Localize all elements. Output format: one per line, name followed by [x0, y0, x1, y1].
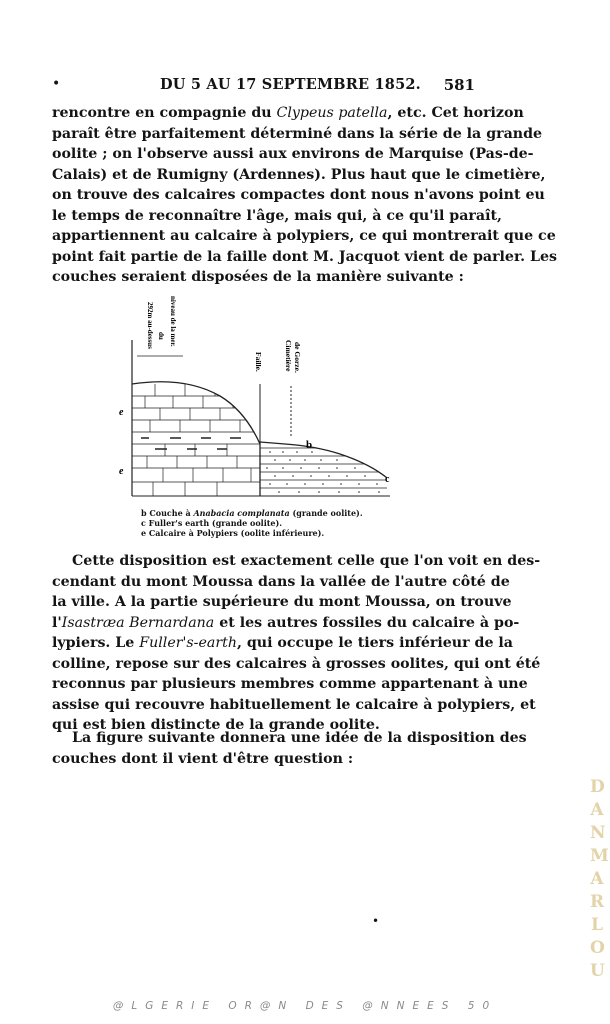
- letter-e-lower: e: [119, 466, 124, 477]
- upper-surface-profile: [132, 382, 260, 444]
- paragraph-3: [52, 728, 527, 769]
- text-line: lypiers. Le Fuller's-earth, qui occupe le tiers inférieur de la: [52, 635, 513, 651]
- watermark-vertical: D A N M A R L O U: [590, 777, 609, 981]
- altitude-label-3: niveau de la mer.: [169, 296, 177, 347]
- text-line: rencontre en compagnie du Clypeus patella, etc. Cet horizon: [52, 105, 524, 121]
- page-number: 581: [443, 76, 475, 94]
- paragraph-2: [52, 551, 541, 736]
- cimetiere-label-2: de Gorze.: [293, 342, 302, 373]
- text-line: La figure suivante donnera une idée de la disposition des: [72, 730, 527, 746]
- header-title: DU 5 AU 17 SEPTEMBRE 1852.: [160, 76, 421, 93]
- text-line: paraît être parfaitement déterminé dans la série de la grande: [52, 125, 543, 142]
- text-line: on trouve des calcaires compactes dont nous n'avons point eu: [52, 187, 545, 203]
- text-line: la ville. A la partie supérieure du mont Moussa, on trouve: [52, 594, 512, 610]
- text-line: colline, repose sur des calcaires à grosses oolites, qui ont été: [52, 655, 541, 672]
- letter-c: c: [385, 474, 390, 485]
- text-line: assise qui recouvre habituellement le calcaire à polypiers, et: [52, 696, 536, 713]
- text-line: couches dont il vient d'être question :: [52, 750, 354, 767]
- text-line: oolite ; on l'observe aussi aux environs de Marquise (Pas-de-: [52, 146, 534, 162]
- text-line: couches seraient disposées de la manière suivante :: [52, 269, 464, 285]
- altitude-label-1: 292m au-dessus: [146, 302, 154, 349]
- running-header: [52, 76, 475, 96]
- text-line: Calais) et de Rumigny (Ardennes). Plus haut que le cimetière,: [52, 166, 546, 183]
- header-dot: •: [52, 76, 61, 92]
- caption-line-e: e Calcaire à Polypiers (oolite inférieure).: [141, 528, 325, 538]
- cimetiere-label-1: Cimetière: [284, 340, 293, 372]
- species-name: Isastræa Bernardana: [61, 614, 215, 631]
- footer-watermark: @LGERIE OR@N DES @NNEES 50: [112, 1000, 498, 1012]
- text-line: l'Isastræa Bernardana et les autres fossiles du calcaire à po-: [52, 614, 520, 631]
- altitude-label-2: du: [157, 332, 165, 340]
- text-line: cendant du mont Moussa dans la vallée de l'autre côté de: [52, 573, 510, 590]
- caption-line-c: c Fuller's earth (grande oolite).: [141, 518, 283, 528]
- faille-label: Faille.: [254, 352, 263, 372]
- text-line: qui est bien distincte de la grande oolite.: [52, 717, 380, 733]
- species-name: Clypeus patella: [276, 105, 388, 121]
- caption-line-b: b Couche à Anabacia complanata (grande oolite).: [141, 508, 363, 518]
- text-line: Cette disposition est exactement celle que l'on voit en des-: [72, 553, 541, 569]
- letter-e-upper: e: [119, 407, 124, 418]
- lower-surface-profile: [260, 442, 387, 478]
- geological-cross-section: [115, 296, 405, 506]
- figure-caption: [141, 508, 363, 538]
- paragraph-1: [52, 103, 557, 288]
- stray-ink-mark: •: [372, 914, 380, 928]
- text-line: le temps de reconnaître l'âge, mais qui, à ce qu'il paraît,: [52, 207, 502, 224]
- letter-b: b: [306, 439, 313, 451]
- text-line: reconnus par plusieurs membres comme appartenant à une: [52, 676, 528, 692]
- text-line: appartiennent au calcaire à polypiers, ce qui montrerait que ce: [52, 228, 556, 244]
- text-line: point fait partie de la faille dont M. Jacquot vient de parler. Les: [52, 248, 557, 265]
- formation-name: Fuller's-earth: [139, 635, 237, 651]
